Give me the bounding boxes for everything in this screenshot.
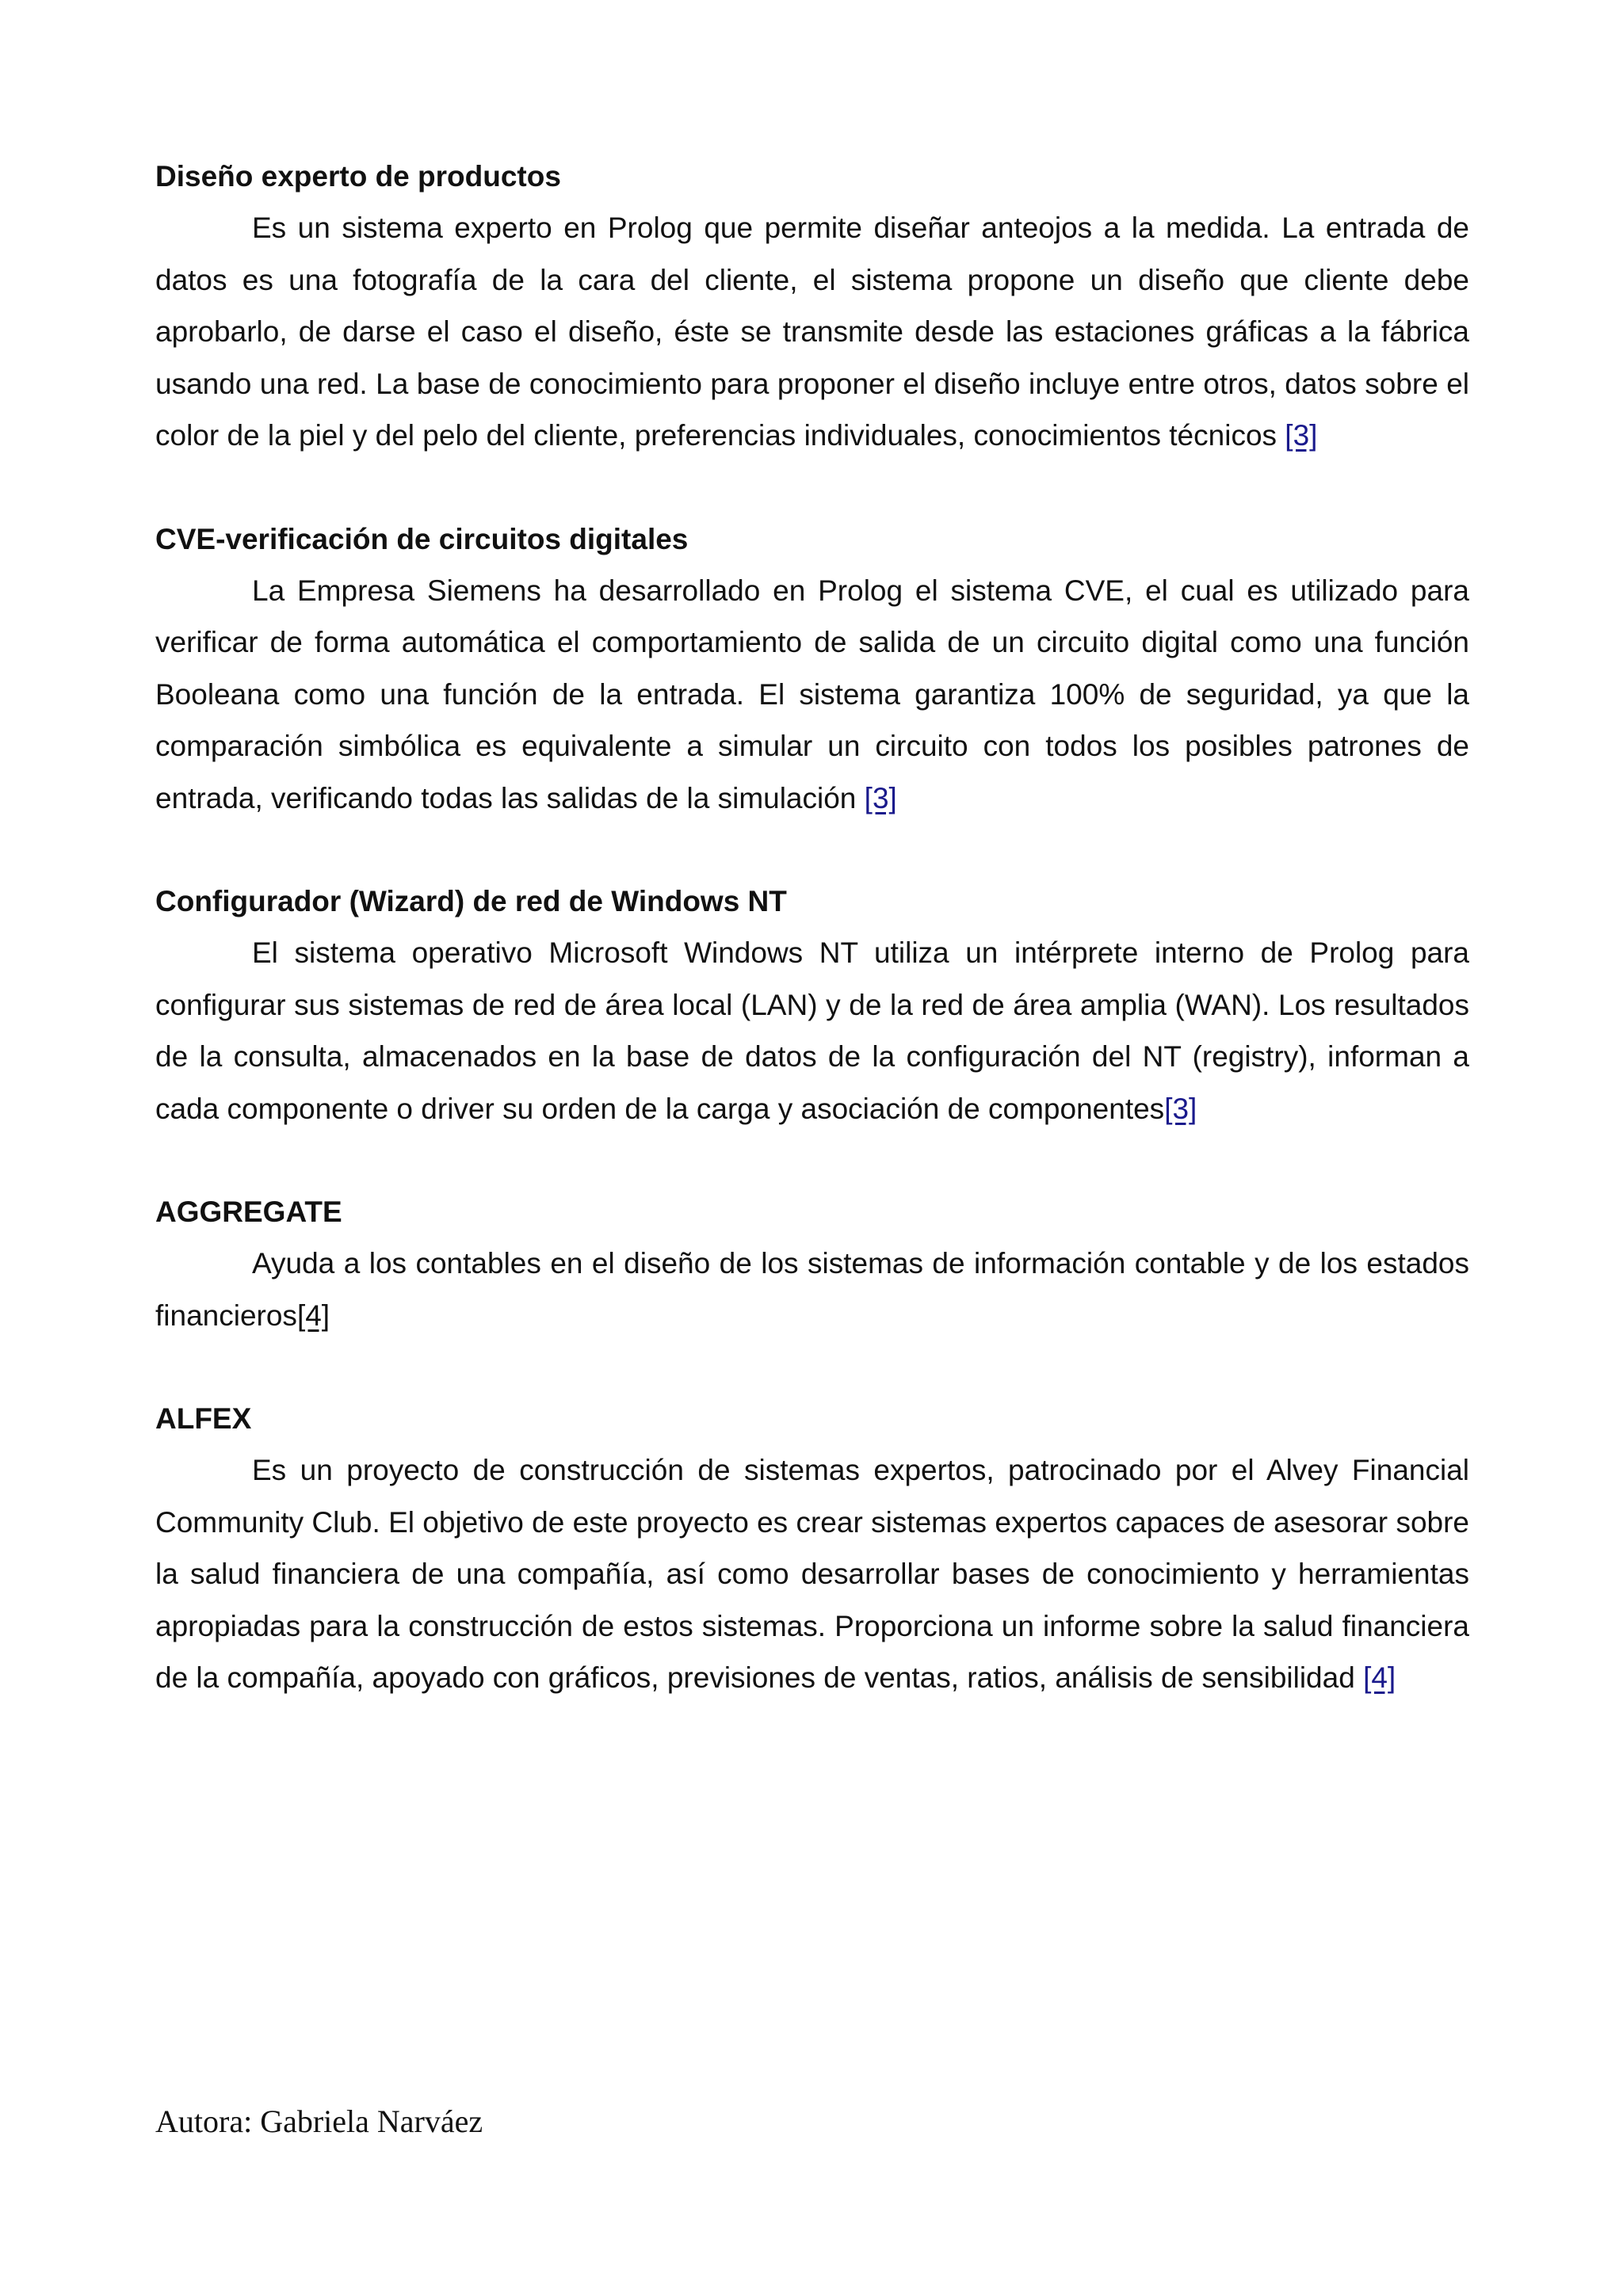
section-heading: AGGREGATE	[155, 1196, 342, 1228]
citation-link[interactable]: [3]	[1164, 1092, 1197, 1125]
section-windows-nt	[155, 875, 1469, 1135]
paragraph-text: Es un proyecto de construcción de sistemas expertos, patrocinado por el Alvey Financial Community Club. El objetivo de este proyecto es crear sistemas expertos capaces de asesorar sobre la salud financiera de una compañía, así como desarrollar bases de conocimiento y herramientas apropiadas para la construcción de estos sistemas. Proporciona un informe sobre la salud financiera de la compañía, apoyado con gráficos, previsiones de ventas, ratios, análisis de sensibilidad	[155, 1454, 1469, 1694]
section-heading: Diseño experto de productos	[155, 160, 561, 193]
section-heading: CVE-verificación de circuitos digitales	[155, 522, 689, 555]
section-diseno-experto	[155, 151, 1469, 462]
paragraph-text: El sistema operativo Microsoft Windows NT utiliza un intérprete interno de Prolog para configurar sus sistemas de red de área local (LAN) y de la red de área amplia (WAN). Los resultados de la consulta, almacenados en la base de datos de la configuración del NT (registry), informan a cada componente o driver su orden de la carga y asociación de componentes	[155, 936, 1469, 1125]
section-paragraph	[155, 927, 1469, 1135]
section-paragraph	[155, 1444, 1469, 1704]
section-alfex	[155, 1393, 1469, 1704]
section-heading: ALFEX	[155, 1402, 252, 1435]
paragraph-text: La Empresa Siemens ha desarrollado en Prolog el sistema CVE, el cual es utilizado para verificar de forma automática el comportamiento de salida de un circuito digital como una función Booleana como una función de la entrada. El sistema garantiza 100% de seguridad, ya que la comparación simbólica es equivalente a simular un circuito con todos los posibles patrones de entrada, verificando todas las salidas de la simulación	[155, 574, 1469, 814]
citation-link[interactable]: [3]	[864, 781, 897, 814]
document-body	[155, 151, 1469, 1756]
section-paragraph	[155, 202, 1469, 462]
citation-link[interactable]: [3]	[1285, 419, 1318, 452]
paragraph-text: Ayuda a los contables en el diseño de los sistemas de información contable y de los estados financieros	[155, 1247, 1469, 1332]
footer-author: Autora: Gabriela Narváez	[155, 2103, 483, 2139]
section-paragraph	[155, 565, 1469, 825]
citation-link[interactable]: [4]	[1363, 1661, 1396, 1694]
paragraph-text: Es un sistema experto en Prolog que permite diseñar anteojos a la medida. La entrada de datos es una fotografía de la cara del cliente, el sistema propone un diseño que cliente debe aprobarlo, de darse el caso el diseño, éste se transmite desde las estaciones gráficas a la fábrica usando una red. La base de conocimiento para proponer el diseño incluye entre otros, datos sobre el color de la piel y del pelo del cliente, preferencias individuales, conocimientos técnicos	[155, 212, 1469, 452]
section-heading: Configurador (Wizard) de red de Windows NT	[155, 885, 787, 917]
citation-link[interactable]: [4]	[296, 1299, 330, 1332]
section-cve	[155, 513, 1469, 825]
section-paragraph	[155, 1238, 1469, 1341]
section-aggregate	[155, 1186, 1469, 1341]
